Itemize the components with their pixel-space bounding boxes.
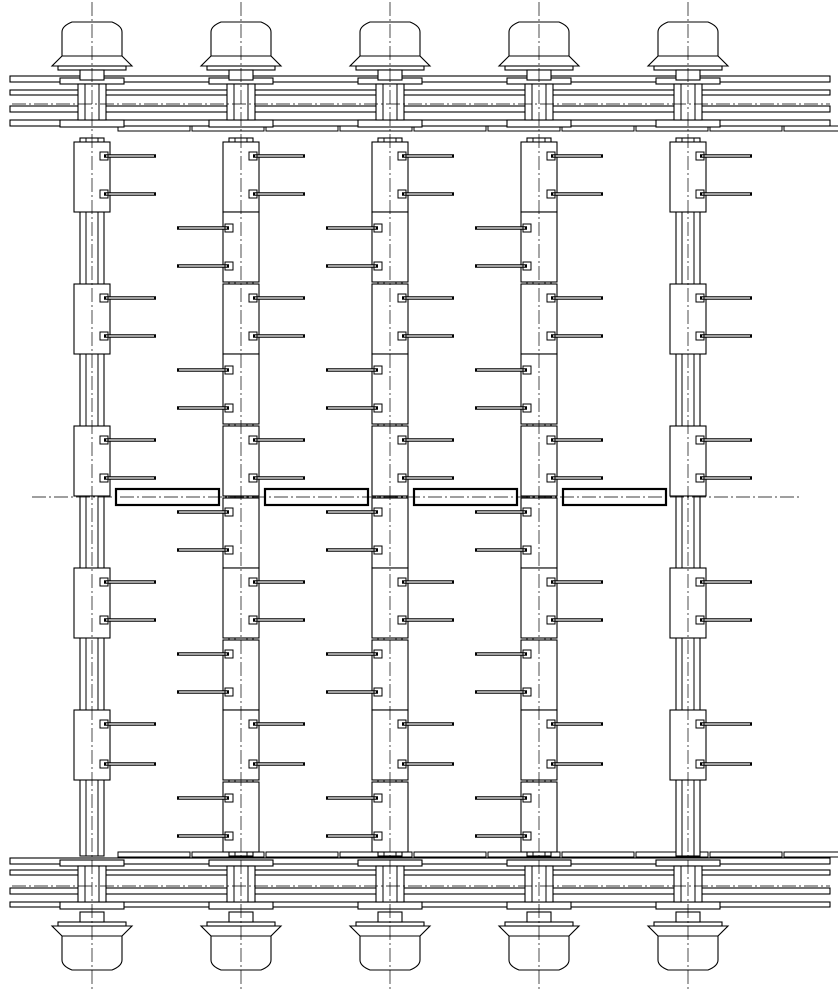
chain-link — [266, 852, 338, 857]
rail-bar — [10, 870, 830, 875]
chain-link — [118, 126, 190, 131]
chain-link — [562, 852, 634, 857]
chain-link — [710, 126, 782, 131]
rail-bar — [10, 888, 830, 894]
chain-link — [266, 126, 338, 131]
bottom-rail-frame — [10, 852, 838, 909]
chain-link — [118, 852, 190, 857]
chain-link — [784, 852, 838, 857]
chain-link — [414, 852, 486, 857]
tines — [100, 152, 752, 840]
chain-link — [414, 126, 486, 131]
top-rail-frame — [10, 76, 838, 131]
rail-bar — [10, 90, 830, 95]
chain-link — [562, 126, 634, 131]
chain-link — [710, 852, 782, 857]
rail-bar — [10, 106, 830, 112]
center-lines — [12, 2, 830, 990]
chain-link — [784, 126, 838, 131]
